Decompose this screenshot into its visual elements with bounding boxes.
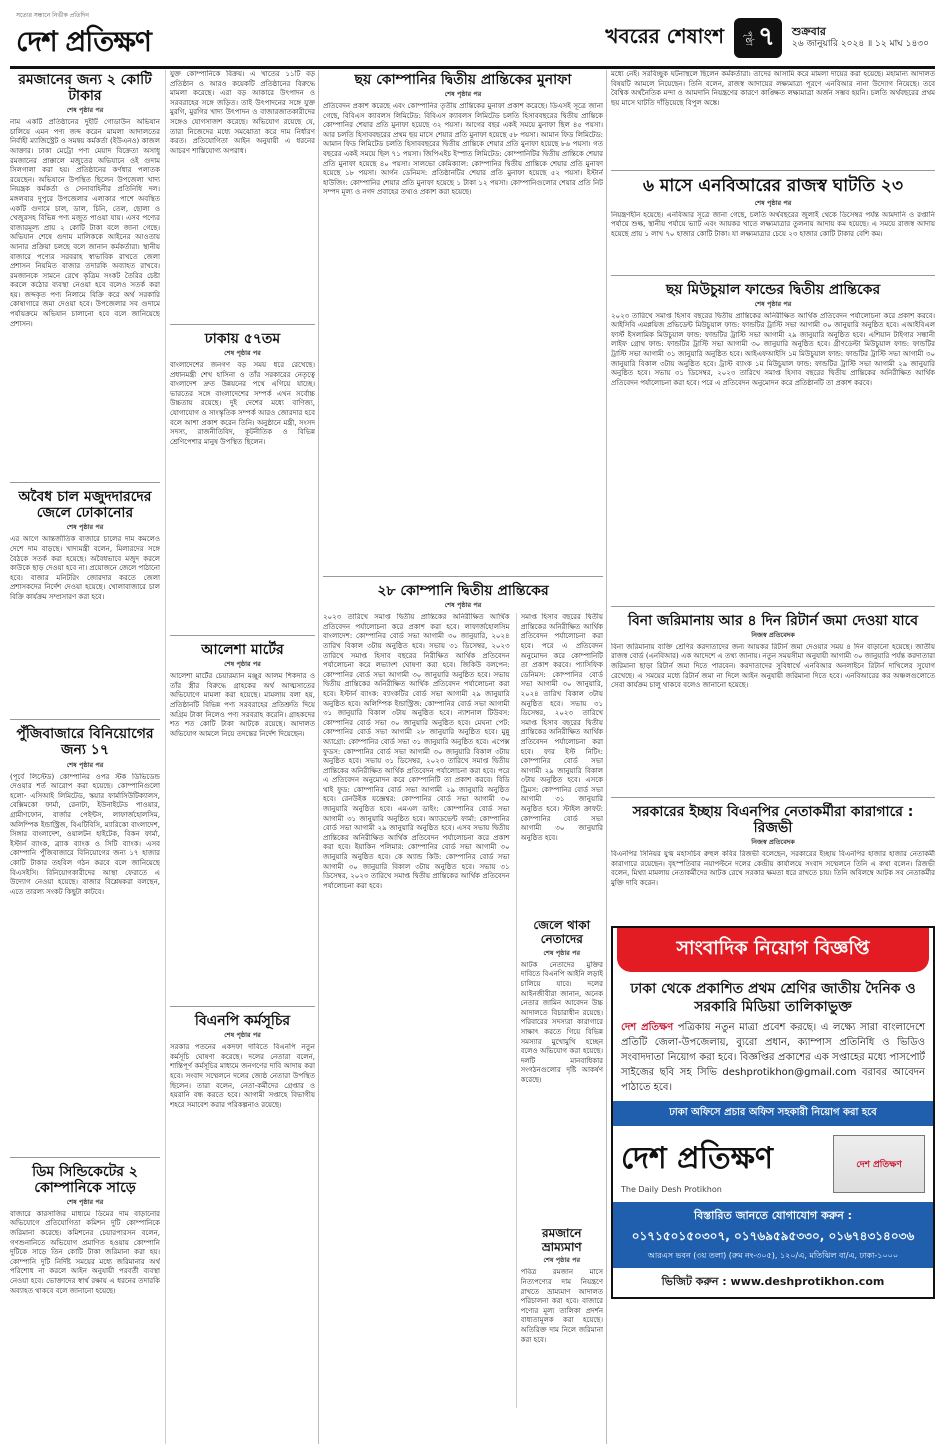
story-byline: শেষ পৃষ্ঠার পর bbox=[66, 523, 104, 532]
story-28-companies[interactable] bbox=[323, 583, 603, 1412]
column-left-a bbox=[10, 70, 160, 1444]
ad-contact bbox=[613, 1202, 933, 1268]
story-body: বাজারে কারসাজির মাধ্যমে ডিমের দাম বাড়ানোর অভিযোগে প্রতিযোগিতা কমিশন দুটি কোম্পানিকে জরিমানা করেছে। কমিশনের চেয়ারপারসন বলেন, গণশুনানিতে অভিযোগ প্রমাণিত হওয়ায় কোম্পানি দুটিকে সাড়ে তিন কোটি টাকা জরিমানা করা হয়। কোম্পানি দুটি নির্দিষ্ট সময়ের মধ্যে জরিমানার অর্থ পরিশোধ না করলে আইন অনুযায়ী পরবর্তী ব্যবস্থা নেওয়া হবে। ভোক্তাদের স্বার্থ রক্ষায় এ ধরনের তদারকি অব্যাহত থাকবে বলে জানানো হয়েছে। bbox=[10, 1209, 160, 1295]
newspaper-thumbnail-icon: দেশ প্রতিক্ষণ bbox=[833, 1135, 925, 1193]
story-body: এর আগে আন্তর্জাতিক বাজারে চালের দাম কমলেও দেশে দাম বাড়ছে। খাদ্যমন্ত্রী বলেন, মিলারদের সঙ্গে বৈঠকে সতর্ক করা হয়েছে। অবৈধভাবে মজুদ করলে কাউকে ছাড় দেওয়া হবে না। প্রয়োজনে জেলে পাঠানো হবে। বাজার মনিটরিং জোরদার করতে জেলা প্রশাসকদের নির্দেশ দেওয়া হয়েছে। খোলাবাজারে চাল বিক্রি কার্যক্রম সম্প্রসারণ করা হবে। bbox=[10, 535, 160, 601]
masthead bbox=[10, 8, 935, 69]
story-byline: শেষ পৃষ্ঠার পর bbox=[754, 198, 792, 207]
ad-logo bbox=[621, 1134, 773, 1194]
ad-logo-row bbox=[613, 1126, 933, 1202]
story-alesha-mart[interactable] bbox=[170, 642, 315, 1007]
story-body: বাংলাদেশের জনগণ বড় সময় ধরে রেখেছে। প্রধানমন্ত্রী শেখ হাসিনা ও তাঁর সরকারের নেতৃত্বে বাংলাদেশ দ্রুত উন্নয়নের পথে এগিয়ে যাচ্ছে। ভারতের সঙ্গে বাংলাদেশের সম্পর্ক এখন সর্বোচ্চ উচ্চতায় রয়েছে। দুই দেশের মধ্যে বাণিজ্য, যোগাযোগ ও সাংস্কৃতিক সম্পর্ক আরও জোরদার হবে বলে আশা প্রকাশ করেন তিনি। অনুষ্ঠানে মন্ত্রী, সংসদ সদস্য, রাজনীতিবিদ, কূটনীতিক ও বিভিন্ন শ্রেণিপেশার মানুষ উপস্থিত ছিলেন। bbox=[170, 361, 315, 446]
story-headline: ছয় মিউচুয়াল ফান্ডের দ্বিতীয় প্রান্তিকের bbox=[665, 281, 881, 298]
story-byline: শেষ পৃষ্ঠার পর bbox=[66, 1197, 104, 1206]
newspaper-logo[interactable]: দেশ প্রতিক্ষণ bbox=[16, 25, 151, 58]
story-headline: বিনা জরিমানায় আর ৪ দিন রিটার্ন জমা দেওয়া যাবে bbox=[627, 612, 919, 629]
story-headline: অবৈধ চাল মজুদদারদের জেলে ঢোকানোর bbox=[18, 489, 152, 522]
story-headline: পুঁজিবাজারে বিনিয়োগের জন্য ১৭ bbox=[16, 726, 154, 759]
page-number: ৭ bbox=[757, 22, 775, 52]
story-dhaka-57th[interactable] bbox=[170, 331, 315, 636]
ad-website-link[interactable]: ভিজিট করুন : www.deshprotikhon.com bbox=[661, 1275, 885, 1289]
story-headline: ডিম সিন্ডিকেটের ২ কোম্পানিকে সাড়ে bbox=[32, 1163, 138, 1196]
story-egg-syndicate[interactable] bbox=[10, 1164, 160, 1444]
story-body: ২০২৩ তারিখে সমাপ্ত দ্বিতীয় প্রান্তিকের অনিরীক্ষিত আর্থিক প্রতিবেদন পর্যালোচনা করে প্রকাশ করা হবে। লাফার্জহোলসিম বাংলাদেশ: কোম্পানির বোর্ড সভা আগামী ৩০ জানুয়ারি, ২০২৪ তারিখ বিকাল ৩টায় অনুষ্ঠিত হবে। সভায় ৩১ ডিসেম্বর, ২০২৩ তারিখে সমাপ্ত হিসাব বছরের নিরীক্ষিত আর্থিক প্রতিবেদন পর্যালোচনা করে লভ্যাংশ ঘোষণা করা হবে। জিকিউ বলপেন: কোম্পানির বোর্ড সভা আগামী ৩০ জানুয়ারি অনুষ্ঠিত হবে। সভায় দ্বিতীয় প্রান্তিকের অনিরীক্ষিত আর্থিক প্রতিবেদন পর্যালোচনা করা হবে। ইস্টার্ন ব্যাংক: ব্যাংকটির বোর্ড সভা আগামী ২৯ জানুয়ারি অনুষ্ঠিত হবে। অলিম্পিক ইন্ডাস্ট্রিজ: কোম্পানির বোর্ড সভা আগামী ৩১ জানুয়ারি বিকাল ৩টায় অনুষ্ঠিত হবে। ন্যাশনাল টিউবস: কোম্পানির বোর্ড সভা ৩০ জানুয়ারি অনুষ্ঠিত হবে। মেঘনা পেট: কোম্পানির বোর্ড সভা আগামী ২৮ জানুয়ারি অনুষ্ঠিত হবে। মুন্নু অ্যাগ্রো: কোম্পানির বোর্ড সভা ৩১ জানুয়ারি অনুষ্ঠিত হবে। এপেক্স ফুডস: কোম্পানির বোর্ড সভা আগামী ৩০ জানুয়ারি বিকাল ৩টায় অনুষ্ঠিত হবে। সভায় ৩১ ডিসেম্বর, ২০২৩ তারিখে সমাপ্ত দ্বিতীয় প্রান্তিকের অনিরীক্ষিত আর্থিক প্রতিবেদন পর্যালোচনা করা হবে। পরে এ প্রতিবেদন অনুমোদন করে কোম্পানিটি তা প্রকাশ করবে। বিডি থাই ফুড: কোম্পানির বোর্ড সভা আগামী ২৯ জানুয়ারি অনুষ্ঠিত হবে। রেনউইক যজ্ঞেশ্বর: কোম্পানির বোর্ড সভা আগামী ৩০ জানুয়ারি অনুষ্ঠিত হবে। এমএল ডাইং: কোম্পানির বোর্ড সভা আগামী ৩১ জানুয়ারি অনুষ্ঠিত হবে। অ্যাডভেন্ট ফার্মা: কোম্পানির বোর্ড সভা আগামী ২৯ জানুয়ারি অনুষ্ঠিত হবে। এসব সভায় দ্বিতীয় প্রান্তিকের অনিরীক্ষিত আর্থিক প্রতিবেদন পর্যালোচনা করে প্রকাশ করা হবে। ইয়াকিন পলিমার: কোম্পানির বোর্ড সভা আগামী ৩০ জানুয়ারি অনুষ্ঠিত হবে। কে অ্যান্ড কিউ: কোম্পানির বোর্ড সভা আগামী ৩০ জানুয়ারি বিকাল ৩টায় অনুষ্ঠিত হবে। সভায় ৩১ ডিসেম্বর, ২০২৩ তারিখে সমাপ্ত দ্বিতীয় প্রান্তিকের আর্থিক প্রতিবেদন পর্যালোচনা করা হবে। bbox=[323, 613, 510, 890]
story-split bbox=[323, 613, 603, 1408]
ad-logo-subtitle: The Daily Desh Protikhon bbox=[621, 1185, 722, 1195]
story-body: বিনা জরিমানায় ব্যক্তি শ্রেণির করদাতাদের জন্য আয়কর রিটার্ন জমা দেওয়ার সময় ৪ দিন বাড়ানো হয়েছে। জাতীয় রাজস্ব বোর্ড (এনবিআর) এক আদেশে এ তথ্য জানায়। নতুন সময়সীমা অনুযায়ী আগামী ৩০ জানুয়ারি পর্যন্ত করদাতারা জরিমানা ছাড়া রিটার্ন জমা দিতে পারবেন। করদাতাদের সুবিধার্থে এনবিআর অনলাইনে রিটার্ন দাখিলের সুযোগ রেখেছে। এ সময়ের মধ্যে রিটার্ন জমা না দিলে আইন অনুযায়ী জরিমানা দিতে হবে। এনবিআরের কর অঞ্চলগুলোতে সেবা কার্যক্রম চালু থাকবে বলেও জানানো হয়েছে। bbox=[611, 642, 935, 690]
column-middle bbox=[323, 70, 603, 1444]
story-continued-top[interactable] bbox=[611, 70, 935, 171]
ad-body-text: পত্রিকায় নতুন মাত্রা প্রবেশ করছে। এ লক্ষ্যে সারা বাংলাদেশে প্রতিটি জেলা-উপজেলায়, ব্যুরো প্রধান, ক্যাম্পাস প্রতিনিধি ও ভিডিও সংবাদদাতা নিয়োগ করা হবে। বিজ্ঞপ্তির প্রকাশের এক সপ্তাহের মধ্যে পাসপোর্ট সাইজের ছবি সহ সিভি deshprotikhon@gmail.com বরাবর আবেদন পাঠাতে হবে। bbox=[621, 1022, 925, 1094]
story-bnp-program[interactable] bbox=[170, 1013, 315, 1367]
story-byline: শেষ পৃষ্ঠার পর bbox=[444, 90, 482, 99]
ad-brand: দেশ প্রতিক্ষণ bbox=[621, 1022, 674, 1034]
story-body: (পূর্বে লিস্টেড) কোম্পানির ওপর স্টক ডিভিডেন্ড দেওয়ার শর্ত আরোপ করা হয়েছে। কোম্পানিগুলো হলো- এসিআই লিমিটেড, স্কয়ার ফার্মাসিউটিক্যালস, বেক্সিমকো ফার্মা, রেনাটা, ইউনাইটেড পাওয়ার, গ্রামীণফোন, বার্জার পেইন্টস, লাফার্জহোলসিম, অলিম্পিক ইন্ডাস্ট্রিজ, বিএটিবিসি, ম্যারিকো বাংলাদেশ, সিঙ্গার বাংলাদেশ, ওয়ালটন হাইটেক, বিকন ফার্মা, ইস্টার্ন ব্যাংক, ব্র্যাক ব্যাংক ও সিটি ব্যাংক। এসব কোম্পানি পুঁজিবাজারে বিনিয়োগের জন্য ১৭ হাজার কোটি টাকার তহবিল গঠন করবে বলে জানিয়েছে বিএসইসি। বিনিয়োগকারীদের আস্থা ফেরাতে এ উদ্যোগ নেওয়া হয়েছে। বাজার বিশ্লেষকরা বলছেন, এতে তারল্য সংকট কিছুটা কাটবে। bbox=[10, 772, 160, 896]
newspaper-page bbox=[10, 8, 935, 1444]
column-right bbox=[611, 70, 935, 1444]
story-capital-market[interactable] bbox=[10, 726, 160, 1157]
story-headline: ছয় কোম্পানির দ্বিতীয় প্রান্তিকের মুনাফা bbox=[354, 72, 572, 88]
story-headline: ঢাকায় ৫৭তম bbox=[204, 331, 281, 347]
story-byline: শেষ পৃষ্ঠার পর bbox=[444, 601, 482, 610]
ad-contact-title: বিস্তারিত জানতে যোগাযোগ করুন : bbox=[693, 1209, 853, 1223]
ad-title: ঢাকা থেকে প্রকাশিত প্রথম শ্রেণির জাতীয় দৈনিক ও সরকারি মিডিয়া তালিকাভুক্ত bbox=[630, 980, 916, 1016]
column-divider bbox=[318, 70, 319, 1444]
story-headline: আলেশা মার্টের bbox=[201, 642, 284, 659]
ad-body bbox=[613, 1020, 933, 1095]
date-block bbox=[792, 25, 929, 51]
column-divider bbox=[606, 70, 607, 1444]
ad-address: আরএস ভবন (৩য় তলা) (রুম নং-৩০৫), ১২০/এ, মতিঝিল বা/এ, ঢাকা-১০০০ bbox=[647, 1251, 899, 1261]
story-body: আলেশা মার্টের চেয়ারম্যান মঞ্জুর আলম শিকদার ও তাঁর স্ত্রীর বিরুদ্ধে গ্রাহকের অর্থ আত্মসাতের অভিযোগে মামলা করা হয়েছে। মামলায় বলা হয়, প্রতিষ্ঠানটি বিভিন্ন পণ্য সরবরাহের প্রতিশ্রুতি দিয়ে অগ্রিম টাকা নিলেও পণ্য সরবরাহ করেনি। গ্রাহকদের শত শত কোটি টাকা আটকে রয়েছে। আদালত অভিযোগ আমলে নিয়ে তদন্তের নির্দেশ দিয়েছেন। bbox=[170, 672, 315, 738]
header-right bbox=[605, 18, 929, 58]
story-body: ২০২৩ তারিখে সমাপ্ত হিসাব বছরের দ্বিতীয় প্রান্তিকের অনিরীক্ষিত আর্থিক প্রতিবেদন পর্যালোচনা করে প্রকাশ করবে। আইসিবি এমপ্লয়িজ প্রভিডেন্ট মিউচুয়াল ফান্ড: ফান্ডটির ট্রাস্টি সভা আগামী ৩০ জানুয়ারি অনুষ্ঠিত হবে। এআইবিএল ফার্স্ট ইসলামিক মিউচুয়াল ফান্ড: ফান্ডটির ট্রাস্টি সভা আগামী ২৯ জানুয়ারি অনুষ্ঠিত হবে। এশিয়ান টাইগার সন্ধানী লাইফ গ্রোথ ফান্ড: ফান্ডটির ট্রাস্টি সভা আগামী ৩০ জানুয়ারি অনুষ্ঠিত হবে। গ্রীণডেল্টা মিউচুয়াল ফান্ড: ফান্ডটির ট্রাস্টি সভা আগামী ৩১ জানুয়ারি অনুষ্ঠিত হবে। আইএফআইসি ১ম মিউচুয়াল ফান্ড: ফান্ডটির ট্রাস্টি সভা আগামী ৩০ জানুয়ারি বিকাল ৩টায় অনুষ্ঠিত হবে। ট্রাস্ট ব্যাংক ১ম মিউচুয়াল ফান্ড: ফান্ডটির ট্রাস্টি সভা আগামী ২৯ জানুয়ারি অনুষ্ঠিত হবে। সভায় ৩১ ডিসেম্বর, ২০২৩ তারিখে সমাপ্ত হিসাব বছরের দ্বিতীয় প্রান্তিকের অনিরীক্ষিত আর্থিক প্রতিবেদন পর্যালোচনা করা হবে। পরে এ প্রতিবেদন অনুমোদন করে প্রতিষ্ঠানটি তা প্রকাশ করবে। bbox=[611, 311, 935, 387]
story-byline: শেষ পৃষ্ঠার পর bbox=[66, 106, 104, 115]
date-line: ২৬ জানুয়ারি ২০২৪ ॥ ১২ মাঘ ১৪৩০ bbox=[791, 39, 929, 49]
story-byline: নিজস্ব প্রতিবেদক bbox=[751, 837, 795, 846]
story-body: সমাপ্ত হিসাব বছরের দ্বিতীয় প্রান্তিকের অনিরীক্ষিত আর্থিক প্রতিবেদন পর্যালোচনা করা হবে। পরে এ প্রতিবেদন অনুমোদন করে কোম্পানিটি তা প্রকাশ করবে। প্যাসিফিক ডেনিমস: কোম্পানির বোর্ড সভা আগামী ৩০ জানুয়ারি, ২০২৪ তারিখ বিকাল ৩টায় অনুষ্ঠিত হবে। সভায় ৩১ ডিসেম্বর, ২০২৩ তারিখে সমাপ্ত হিসাব বছরের দ্বিতীয় প্রান্তিকের অনিরীক্ষিত আর্থিক প্রতিবেদন পর্যালোচনা করা হবে। ফার ইস্ট নিটিং: কোম্পানির বোর্ড সভা আগামী ২৯ জানুয়ারি বিকাল ৩টায় অনুষ্ঠিত হবে। এসকে ট্রিমস: কোম্পানির বোর্ড সভা আগামী ৩১ জানুয়ারি অনুষ্ঠিত হবে। স্টাইল ক্রাফট: কোম্পানির বোর্ড সভা আগামী ৩০ জানুয়ারি অনুষ্ঠিত হবে। bbox=[520, 613, 603, 842]
ad-phone-numbers[interactable]: ০১৭১৫০১৫০৩০৭, ০১৭৬৯৫৯৫৩৩০, ০১৬৭৪৩১৪০৩৬ bbox=[631, 1229, 915, 1244]
column-left-b bbox=[165, 70, 315, 1444]
columns bbox=[10, 70, 935, 1444]
story-headline: জেলে থাকা নেতাদের bbox=[533, 918, 591, 946]
story-body: নিয়ন্ত্রণহীন হয়েছে। এনবিআর সূত্রে জানা গেছে, চলতি অর্থবছরের জুলাই থেকে ডিসেম্বর পর্যন্ত আমদানি ও রপ্তানি পর্যায়ে শুল্ক, স্থানীয় পর্যায়ে ভ্যাট এবং আয়কর খাতে লক্ষ্যমাত্রার তুলনায় আদায় কম হয়েছে। এ সময়ে রাজস্ব আদায় হয়েছে প্রায় ১ লাখ ৭০ হাজার কোটি টাকা। যা লক্ষ্যমাত্রার চেয়ে ২৩ হাজার কোটি টাকার বেশি কম। bbox=[611, 210, 935, 238]
story-rizvi[interactable] bbox=[611, 804, 935, 920]
story-headline: রমজানের জন্য ২ কোটি টাকার bbox=[18, 72, 152, 105]
story-nbr-revenue-deficit[interactable] bbox=[611, 177, 935, 276]
story-byline: শেষ পৃষ্ঠার পর bbox=[543, 1256, 581, 1265]
story-headline: সরকারের ইচ্ছায় বিএনপির নেতাকর্মীরা কারাগারে : রিজভী bbox=[632, 803, 914, 836]
story-body: সরকার পতনের একদফা দাবিতে বিএনপি নতুন কর্মসূচি ঘোষণা করেছে। দলের নেতারা বলেন, শান্তিপূর্ণ কর্মসূচির মাধ্যমে জনগণের দাবি আদায় করা হবে। সংবাদ সম্মেলনে দলের জ্যেষ্ঠ নেতারা উপস্থিত ছিলেন। তারা বলেন, নেতা-কর্মীদের গ্রেপ্তার ও হয়রানি বন্ধ করতে হবে। আগামী সপ্তাহে বিভাগীয় শহরে সমাবেশ করার পরিকল্পনাও রয়েছে। bbox=[170, 1043, 315, 1109]
weekday: শুক্রবার bbox=[791, 25, 826, 38]
recruitment-ad[interactable] bbox=[611, 926, 935, 1299]
page-number-badge bbox=[734, 18, 782, 58]
story-body: বিএনপির সিনিয়র যুগ্ম মহাসচিব রুহুল কবির রিজভী বলেছেন, সরকারের ইচ্ছায় বিএনপির হাজার হাজার নেতাকর্মী কারাগারে রয়েছেন। বৃহস্পতিবার নয়াপল্টনে দলের কেন্দ্রীয় কার্যালয়ে সংবাদ সম্মেলনে তিনি এ কথা বলেন। রিজভী বলেন, মিথ্যা মামলায় নেতাকর্মীদের আটক রেখে সরকার ক্ষমতা ধরে রাখতে চায়। তিনি অবিলম্বে আটক সব নেতাকর্মীর মুক্তি দাবি করেন। bbox=[611, 849, 935, 887]
story-egg-continued[interactable] bbox=[170, 70, 315, 325]
story-byline: শেষ পৃষ্ঠার পর bbox=[754, 299, 792, 308]
story-byline: শেষ পৃষ্ঠার পর bbox=[224, 1031, 261, 1040]
story-headline: ২৮ কোম্পানি দ্বিতীয় প্রান্তিকের bbox=[377, 583, 549, 600]
story-body: যুক্ত কোম্পানিকে বিক্রয়। এ খাতের ১১টি বড় প্রতিষ্ঠান ও আরও কয়েকটি প্রতিষ্ঠানের বিরুদ্ধে মামলা করেছে। এরা বড় আকারে উৎপাদন ও সরবরাহের সঙ্গে জড়িত। তাই উৎপাদনের সঙ্গে যুক্ত মুরগি, মুরগির খাদ্য উৎপাদন ও বাজারজাতকারীদের সঙ্গেও যোগসাজশ করেছে। অভিযোগ রয়েছে যে, তারা নিজেদের মধ্যে সমঝোতা করে দাম নির্ধারণ করত। প্রতিযোগিতা আইন অনুযায়ী এ ধরনের আচরণ শাস্তিযোগ্য অপরাধ। bbox=[170, 70, 315, 155]
story-headline: রমজানে ভ্রাম্যমাণ bbox=[541, 1225, 582, 1254]
story-ramadan-stock[interactable] bbox=[10, 72, 160, 483]
story-body: মধ্যে নেই। সরবিচ্ছুক ঘটনাস্থলে ছিলেন কর্মকর্তারা। তাদের আসামি করে মামলা দায়ের করা হয়েছে। মহামান্য আদালত বিষয়টি আমলে নিয়েছেন। তিনি বলেন, রাজস্ব আদায়ের লক্ষ্যমাত্রা পূরণে এনবিআর নানা উদ্যোগ নিয়েছে। তবে বৈশ্বিক অর্থনৈতিক মন্দা ও আমদানি নিয়ন্ত্রণের কারণে কাঙ্ক্ষিত লক্ষ্যমাত্রা অর্জন সম্ভব হয়নি। চলতি অর্থবছরের প্রথম ছয় মাসে ঘাটতি দাঁড়িয়েছে বিপুল অঙ্কে। bbox=[611, 70, 935, 107]
ad-headline: সাংবাদিক নিয়োগ বিজ্ঞপ্তি bbox=[617, 928, 929, 972]
section-title: খবরের শেষাংশ bbox=[605, 23, 724, 48]
story-rice-hoarders[interactable] bbox=[10, 489, 160, 720]
story-side bbox=[516, 613, 603, 1408]
story-byline: শেষ পৃষ্ঠার পর bbox=[66, 760, 104, 769]
tagline: সত্যের সন্ধানে নির্ভীক প্রতিদিন bbox=[16, 12, 89, 19]
story-six-companies-profit[interactable] bbox=[323, 72, 603, 577]
story-body: আটক নেতাদের মুক্তির দাবিতে বিএনপি আইনি লড়াই চালিয়ে যাবে। দলের আইনজীবীরা জানান, অনেক নেতার জামিন আবেদন উচ্চ আদালতে বিচারাধীন রয়েছে। পরিবারের সদস্যরা কারাগারে সাক্ষাৎ করতে গিয়ে বিভিন্ন সমস্যার মুখোমুখি হচ্ছেন বলেও অভিযোগ করা হয়েছে। দলটি মানবাধিকার সংগঠনগুলোর দৃষ্টি আকর্ষণ করেছে। bbox=[520, 960, 603, 1084]
story-body: নাম একটি প্রতিষ্ঠানের দুইটি গোডাউন অভিযান চালিয়ে এমন পণ্য জব্দ করেন মামলা আদালতের নির্বাহী ম্যাজিস্ট্রেট ও সমন্বয় কর্মকর্তা (ইউএনও) কাজল আক্তার। ঢাকা মেট্রো পণ্য মেয়াদ বিক্রেতা অসাধু রমজানের প্রাক্কালে মজুতের অভিযানে ওই গুদাম সিলগালা করা হয়। প্রতিষ্ঠানের কর্ণধার পলাতক রয়েছেন। অভিযানে উপস্থিত ছিলেন উপজেলা খাদ্য নিয়ন্ত্রক কর্মকর্তা ও সেনাবাহিনীর প্রতিনিধি দল। মঙ্গলবার দুপুরে উপজেলার এলাকার পাশে অবস্থিত একটি গুদামে চাল, ডাল, চিনি, তেল, ছোলা ও খেজুরসহ বিভিন্ন পণ্য মজুত পাওয়া যায়। এসব পণ্যের বাজারমূল্য প্রায় ২ কোটি টাকা বলে জানা গেছে। অভিযান শেষে গুদাম মালিককে আইনের আওতায় আনার প্রক্রিয়া চলছে বলে জানান কর্মকর্তারা। স্থানীয় বাজারে পণ্যের সরবরাহ স্বাভাবিক রাখতে জেলা প্রশাসন নিয়মিত বাজার তদারকি অব্যাহত রাখবে। রমজানকে সামনে রেখে কৃত্রিম সংকট তৈরির চেষ্টা করলে কঠোর ব্যবস্থা নেওয়া হবে বলেও সতর্ক করা হয়। জব্দকৃত পণ্য নিলামে বিক্রি করে অর্থ সরকারি কোষাগারে জমা দেওয়া হবে। উপজেলার সব গুদামে পর্যায়ক্রমে অভিযান চালানো হবে বলে জানিয়েছে প্রশাসন। bbox=[10, 118, 160, 328]
ad-logo-text: দেশ প্রতিক্ষণ bbox=[621, 1141, 774, 1177]
story-headline: বিএনপি কর্মসূচির bbox=[194, 1013, 291, 1030]
ad-strip: ঢাকা অফিসে প্রচার অফিস সহকারী নিয়োগ করা হবে bbox=[613, 1101, 933, 1126]
story-byline: শেষ পৃষ্ঠার পর bbox=[224, 349, 261, 358]
story-body: পবিত্র রমজান মাসে নিত্যপণ্যের দাম নিয়ন্ত্রণে রাখতে ভ্রাম্যমাণ আদালত পরিচালনা করা হবে। বাজারে পণ্যের মূল্য তালিকা প্রদর্শন বাধ্যতামূলক করা হয়েছে। অতিরিক্ত দাম নিলে জরিমানা করা হবে। bbox=[520, 1268, 603, 1344]
story-byline: শেষ পৃষ্ঠার পর bbox=[224, 660, 261, 669]
story-headline: ৬ মাসে এনবিআরের রাজস্ব ঘাটতি ২৩ bbox=[642, 176, 904, 196]
story-tax-return-deadline[interactable] bbox=[611, 613, 935, 798]
story-body: প্রতিবেদন প্রকাশ করেছে এবং কোম্পানির তৃতীয় প্রান্তিকের মুনাফা প্রকাশ করেছে। ডিএসই সূত্রে জানা গেছে, বিবিএস ক্যাবলস লিমিটেড: বিবিএস ক্যাবলস লিমিটেড চলতি হিসাববছরের দ্বিতীয় প্রান্তিকে কোম্পানির শেয়ার প্রতি মুনাফা হয়েছে ৩২ পয়সা। আগের বছর একই সময়ে মুনাফা ছিল ৪৫ পয়সা। আর চলতি হিসাববছরের প্রথম ছয় মাসে শেয়ার প্রতি মুনাফা হয়েছে ৫৮ পয়সা। আমান ফিড লিমিটেড: আমান ফিড লিমিটেড চলতি হিসাববছরের দ্বিতীয় প্রান্তিকে শেয়ার প্রতি মুনাফা হয়েছে ৮৬ পয়সা। গত বছরের একই সময়ে ছিল ৭১ পয়সা। জিপিএইচ ইস্পাত লিমিটেড: কোম্পানিটির দ্বিতীয় প্রান্তিকে শেয়ার প্রতি মুনাফা হয়েছে ৪০ পয়সা। সালভো কেমিক্যাল: কোম্পানির দ্বিতীয় প্রান্তিকে শেয়ার প্রতি মুনাফা হয়েছে ১৮ পয়সা। আর্গন ডেনিমস: প্রতিষ্ঠানটির শেয়ার প্রতি মুনাফা হয়েছে ৫২ পয়সা। ইস্টার্ন হাউজিং: কোম্পানির শেয়ার প্রতি মুনাফা হয়েছে ১ টাকা ১২ পয়সা। কোম্পানিগুলোর শেয়ার প্রতি নিট সম্পদ মূল্য ও নগদ প্রবাহের তথ্যও প্রকাশ করা হয়েছে। bbox=[323, 102, 603, 197]
page-label: পৃষ্ঠা bbox=[742, 30, 753, 46]
story-byline: শেষ পৃষ্ঠার পর bbox=[543, 948, 581, 957]
column-left bbox=[10, 70, 315, 1444]
story-byline: নিজস্ব প্রতিবেদক bbox=[751, 630, 795, 639]
story-mutual-funds[interactable] bbox=[611, 282, 935, 607]
